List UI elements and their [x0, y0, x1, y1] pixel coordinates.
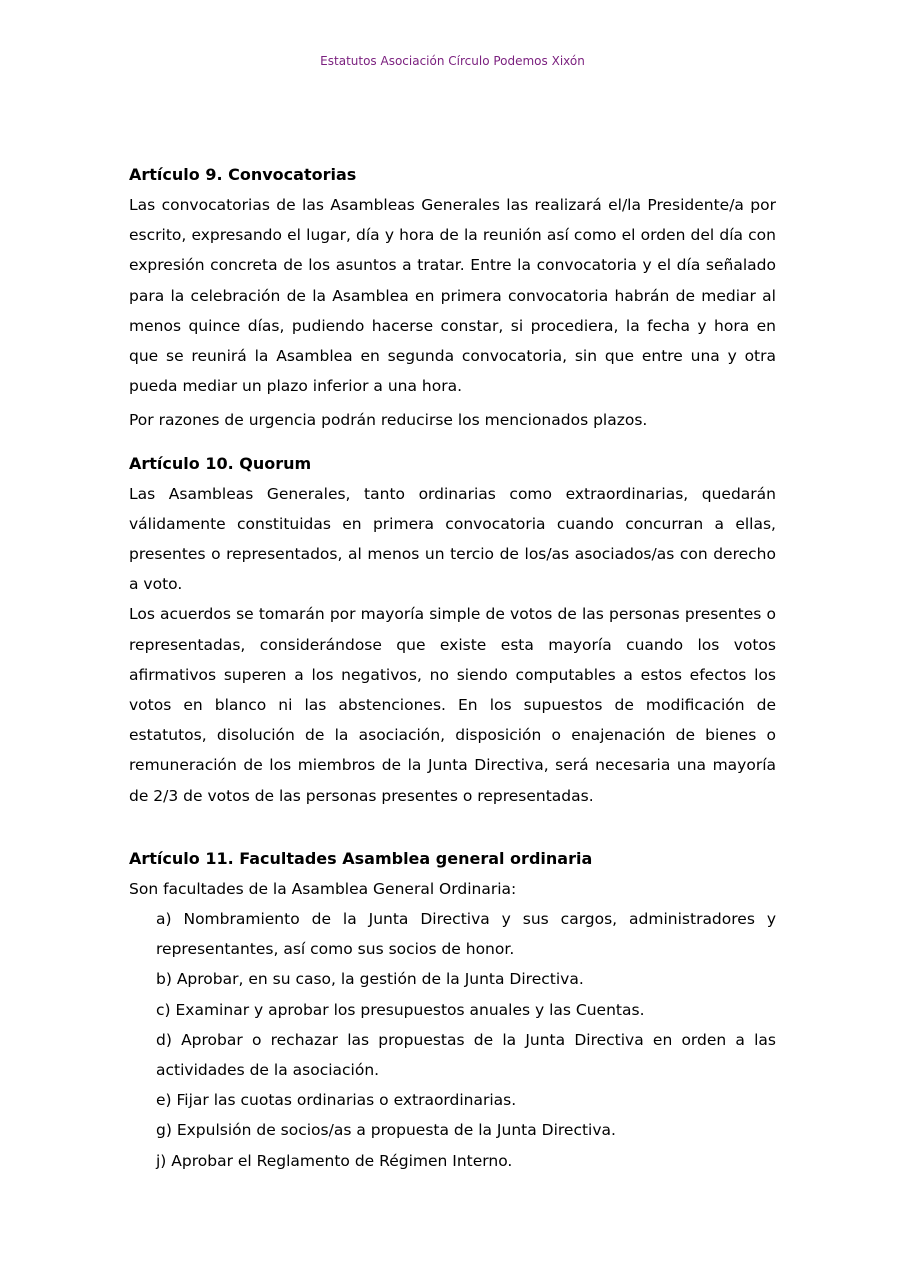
article-10-title: Artículo 10. Quorum: [129, 453, 312, 473]
list-item: a) Nombramiento de la Junta Directiva y sus cargos, administradores y representantes, así como sus socios de honor.: [156, 910, 776, 959]
document-body: [129, 163, 776, 1192]
article-10-paragraph-1: Las Asambleas Generales, tanto ordinarias como extraordinarias, quedarán válidamente constituidas en primera convocatoria cuando concurran a ellas, presentes o representados, al menos un tercio de los/as asociados/as con derecho a voto.: [129, 484, 776, 594]
article-9-title: Artículo 9. Convocatorias: [129, 165, 357, 184]
article-10: [129, 452, 776, 811]
list-item: j) Aprobar el Reglamento de Régimen Interno.: [156, 1151, 513, 1170]
article-11-title: Artículo 11. Facultades Asamblea general ordinaria: [129, 848, 593, 868]
article-11-intro: Son facultades de la Asamblea General Ordinaria:: [129, 879, 517, 898]
list-item: e) Fijar las cuotas ordinarias o extraordinarias.: [156, 1091, 517, 1110]
article-11: [129, 847, 776, 1176]
list-item: c) Examinar y aprobar los presupuestos anuales y las Cuentas.: [156, 1000, 645, 1019]
running-header: Estatutos Asociación Círculo Podemos Xixón: [320, 54, 585, 68]
article-9-paragraph-2: Por razones de urgencia podrán reducirse los mencionados plazos.: [129, 411, 648, 430]
article-10-paragraph-2: Los acuerdos se tomarán por mayoría simple de votos de las personas presentes o representadas, considerándose que existe esta mayoría cuando los votos afirmativos superen a los negativos, no siendo computables a estos efectos los votos en blanco ni las abstenciones. En los supuestos de modificación de estatutos, disolución de la asociación, disposición o enajenación de bienes o remuneración de los miembros de la Junta Directiva, será necesaria una mayoría de 2/3 de votos de las personas presentes o representadas.: [129, 605, 776, 805]
article-11-list: [129, 904, 776, 1176]
list-item: b) Aprobar, en su caso, la gestión de la Junta Directiva.: [156, 970, 584, 989]
list-item: g) Expulsión de socios/as a propuesta de la Junta Directiva.: [156, 1121, 616, 1140]
article-9: [129, 163, 776, 436]
list-item: d) Aprobar o rechazar las propuestas de la Junta Directiva en orden a las actividades de la asociación.: [156, 1030, 776, 1080]
article-9-paragraph-1: Las convocatorias de las Asambleas Generales las realizará el/la Presidente/a por escrito, expresando el lugar, día y hora de la reunión así como el orden del día con expresión concreta de los asuntos a tratar. Entre la convocatoria y el día señalado para la celebración de la Asamblea en primera convocatoria habrán de mediar al menos quince días, pudiendo hacerse constar, si procediera, la fecha y hora en que se reunirá la Asamblea en segunda convocatoria, sin que entre una y otra pueda mediar un plazo inferior a una hora.: [129, 196, 776, 396]
